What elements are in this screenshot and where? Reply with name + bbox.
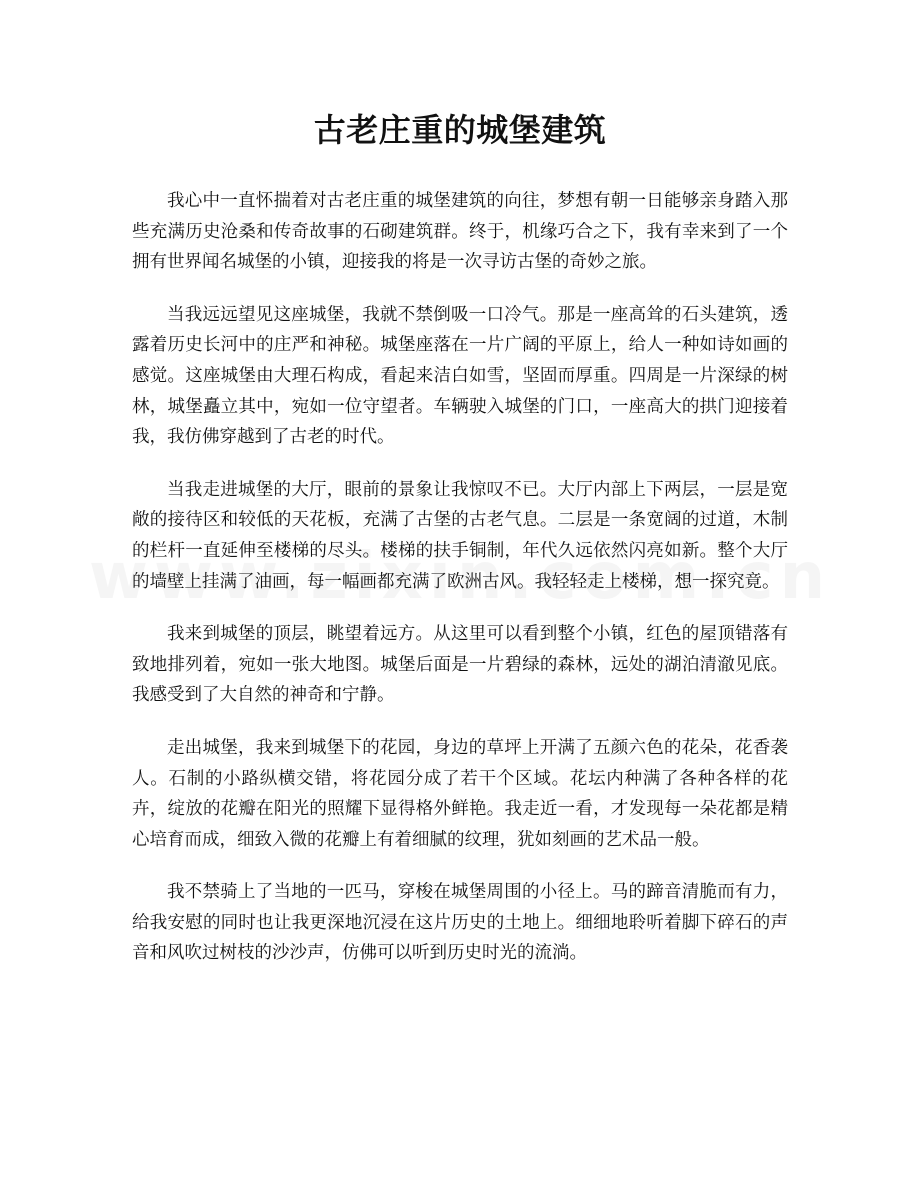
document-body <box>132 186 788 991</box>
paragraph-6: 我不禁骑上了当地的一匹马，穿梭在城堡周围的小径上。马的蹄音清脆而有力，给我安慰的同时也让我更深地沉浸在这片历史的土地上。细细地聆听着脚下碎石的声音和风吹过树枝的沙沙声，仿佛可以听到历史时光的流淌。 <box>132 882 788 964</box>
paragraph-2: 当我远远望见这座城堡，我就不禁倒吸一口冷气。那是一座高耸的石头建筑，透露着历史长河中的庄严和神秘。城堡座落在一片广阔的平原上，给人一种如诗如画的感觉。这座城堡由大理石构成，看起来洁白如雪，坚固而厚重。四周是一片深绿的树林，城堡矗立其中，宛如一位守望者。车辆驶入城堡的门口，一座高大的拱门迎接着我，我仿佛穿越到了古老的时代。 <box>132 304 788 448</box>
paragraph-5: 走出城堡，我来到城堡下的花园，身边的草坪上开满了五颜六色的花朵，花香袭人。石制的小路纵横交错，将花园分成了若干个区域。花坛内种满了各种各样的花卉，绽放的花瓣在阳光的照耀下显得格外鲜艳。我走近一看，才发现每一朵花都是精心培育而成，细致入微的花瓣上有着细腻的纹理，犹如刻画的艺术品一般。 <box>132 737 788 850</box>
document-title: 古老庄重的城堡建筑 <box>313 111 607 149</box>
paragraph-1: 我心中一直怀揣着对古老庄重的城堡建筑的向往，梦想有朝一日能够亲身踏入那些充满历史沧桑和传奇故事的石砌建筑群。终于，机缘巧合之下，我有幸来到了一个拥有世界闻名城堡的小镇，迎接我的将是一次寻访古堡的奇妙之旅。 <box>132 191 788 273</box>
paragraph-3: 当我走进城堡的大厅，眼前的景象让我惊叹不已。大厅内部上下两层，一层是宽敞的接待区和较低的天花板，充满了古堡的古老气息。二层是一条宽阔的过道，木制的栏杆一直延伸至楼梯的尽头。楼梯的扶手铜制，年代久远依然闪亮如新。整个大厅的墙壁上挂满了油画，每一幅画都充满了欧洲古风。我轻轻走上楼梯，想一探究竟。 <box>132 479 788 592</box>
paragraph-4: 我来到城堡的顶层，眺望着远方。从这里可以看到整个小镇，红色的屋顶错落有致地排列着，宛如一张大地图。城堡后面是一片碧绿的森林，远处的湖泊清澈见底。我感受到了大自然的神奇和宁静。 <box>132 624 788 706</box>
